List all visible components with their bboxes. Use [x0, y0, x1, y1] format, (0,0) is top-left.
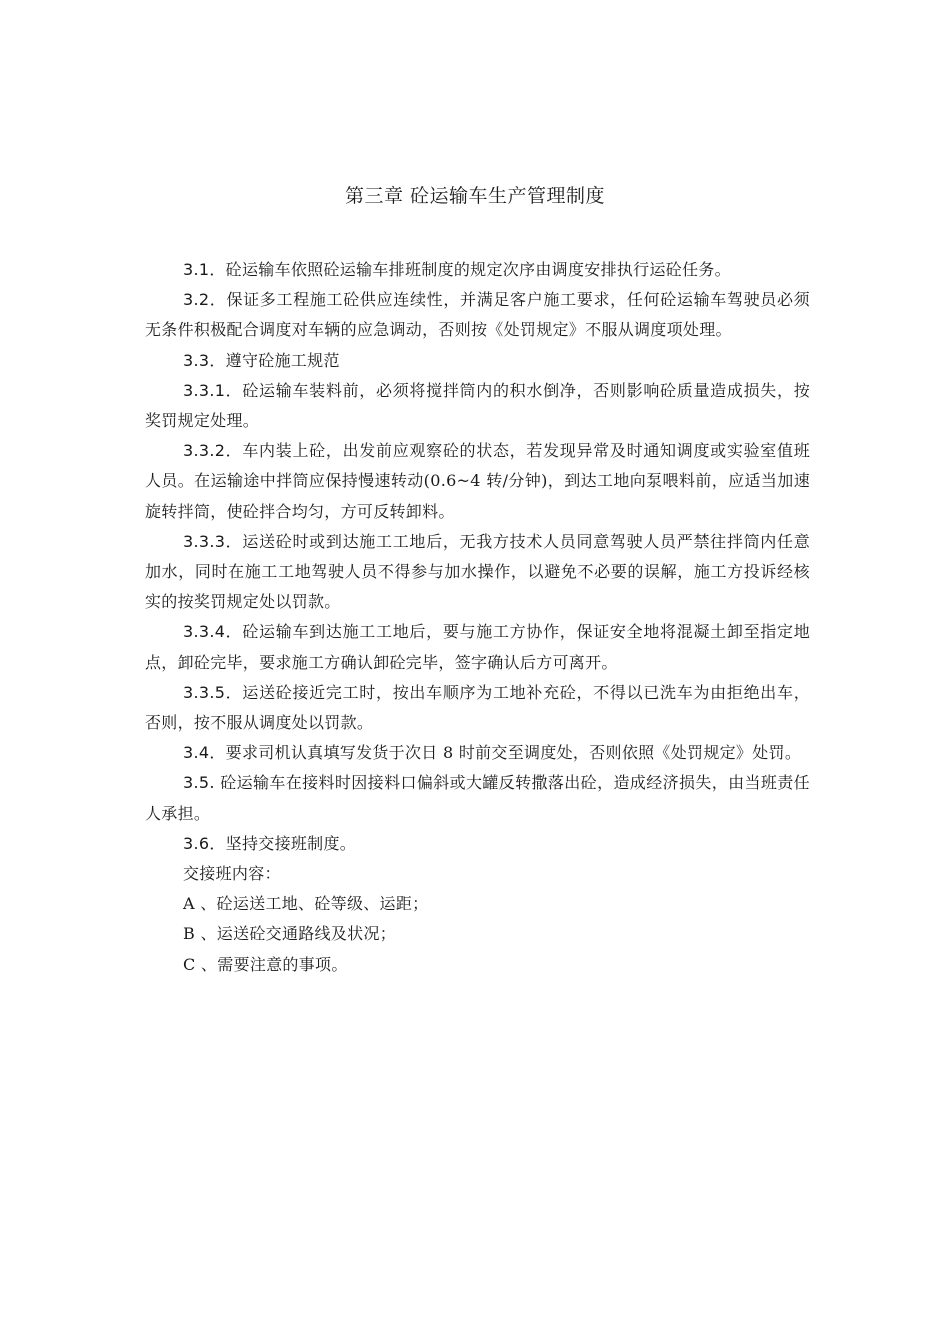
- handover-item-a: A 、砼运送工地、砼等级、运距；: [183, 894, 429, 914]
- clause-text: 运送砼接近完工时，按出车顺序为工地补充砼，不得以已洗车为由拒绝出车，否则，按不服从调度处以罚款。: [145, 682, 810, 733]
- clause-3-3-2: [145, 436, 810, 527]
- clause-separator: ．: [225, 380, 243, 400]
- clause-number: 3.6: [183, 833, 210, 853]
- clause-text: 保证多工程施工砼供应连续性，并满足客户施工要求，任何砼运输车驾驶员必须无条件积极配合调度对车辆的应急调动，否则按《处罚规定》不服从调度项处理。: [145, 290, 810, 340]
- clause-number: 3.5: [183, 773, 210, 793]
- clause-separator: ．: [209, 350, 226, 370]
- clause-3-3-5: [145, 678, 810, 738]
- clause-3-3: [145, 346, 810, 376]
- clause-number: 3.3.5: [183, 682, 226, 702]
- clause-text: 砼运输车装料前，必须将搅拌筒内的积水倒净，否则影响砼质量造成损失，按奖罚规定处理。: [145, 380, 810, 431]
- clause-separator: ．: [209, 290, 227, 310]
- clause-text: 砼运输车依照砼运输车排班制度的规定次序由调度安排执行运砼任务。: [225, 260, 731, 279]
- clause-3-5: [145, 768, 810, 828]
- document-body: [145, 255, 810, 980]
- clause-number: 3.4: [183, 743, 210, 763]
- clause-number: 3.3.3: [183, 531, 226, 551]
- clause-separator: ．: [209, 833, 226, 853]
- clause-text: 运送砼时或到达施工工地后，无我方技术人员同意驾驶人员严禁往拌筒内任意加水，同时在施工工地驾驶人员不得参与加水操作，以避免不必要的误解，施工方投诉经核实的按奖罚规定处以罚款。: [145, 531, 810, 612]
- clause-separator: ．: [225, 682, 243, 702]
- clause-number: 3.3.1: [183, 380, 226, 400]
- clause-separator: ．: [225, 531, 243, 551]
- clause-number: 3.3.2: [183, 441, 226, 461]
- clause-text: 砼运输车在接料时因接料口偏斜或大罐反转撒落出砼，造成经济损失，由当班责任人承担。: [145, 773, 810, 823]
- clause-number: 3.1: [183, 260, 210, 279]
- clause-3-6: [145, 829, 810, 859]
- clause-3-3-3: [145, 527, 810, 618]
- page-title: 第三章 砼运输车生产管理制度: [344, 185, 606, 207]
- clause-3-3-4: [145, 617, 810, 677]
- clause-text: 坚持交接班制度。: [225, 833, 357, 853]
- clause-text: 遵守砼施工规范: [225, 350, 340, 370]
- handover-item-b: B 、运送砼交通路线及状况；: [183, 924, 397, 944]
- clause-number: 3.2: [183, 290, 210, 310]
- handover-item-c: C 、需要注意的事项。: [183, 954, 348, 974]
- clause-separator: ．: [225, 441, 243, 461]
- clause-separator: .: [209, 773, 221, 793]
- clause-separator: ．: [225, 622, 243, 642]
- clause-text: 砼运输车到达施工工地后，要与施工方协作，保证安全地将混凝土卸至指定地点，卸砼完毕，要求施工方确认卸砼完毕，签字确认后方可离开。: [145, 622, 810, 672]
- clause-3-4: [145, 738, 810, 768]
- handover-heading: 交接班内容：: [183, 864, 281, 884]
- clause-separator: ．: [209, 743, 226, 763]
- clause-text: 要求司机认真填写发货于次日 8 时前交至调度处，否则依照《处罚规定》处罚。: [225, 743, 802, 763]
- clause-3-1: [145, 255, 810, 285]
- clause-number: 3.3: [183, 350, 210, 370]
- clause-3-2: [145, 285, 810, 345]
- clause-text: 车内装上砼，出发前应观察砼的状态，若发现异常及时通知调度或实验室值班人员。在运输途中拌筒应保持慢速转动(0.6~4 转/分钟)，到达工地向泵喂料前，应适当加速旋转拌筒，使砼拌合均匀，方可反转卸料。: [145, 441, 810, 521]
- clause-number: 3.3.4: [183, 622, 226, 642]
- clause-3-3-1: [145, 376, 810, 436]
- clause-separator: ．: [209, 260, 226, 279]
